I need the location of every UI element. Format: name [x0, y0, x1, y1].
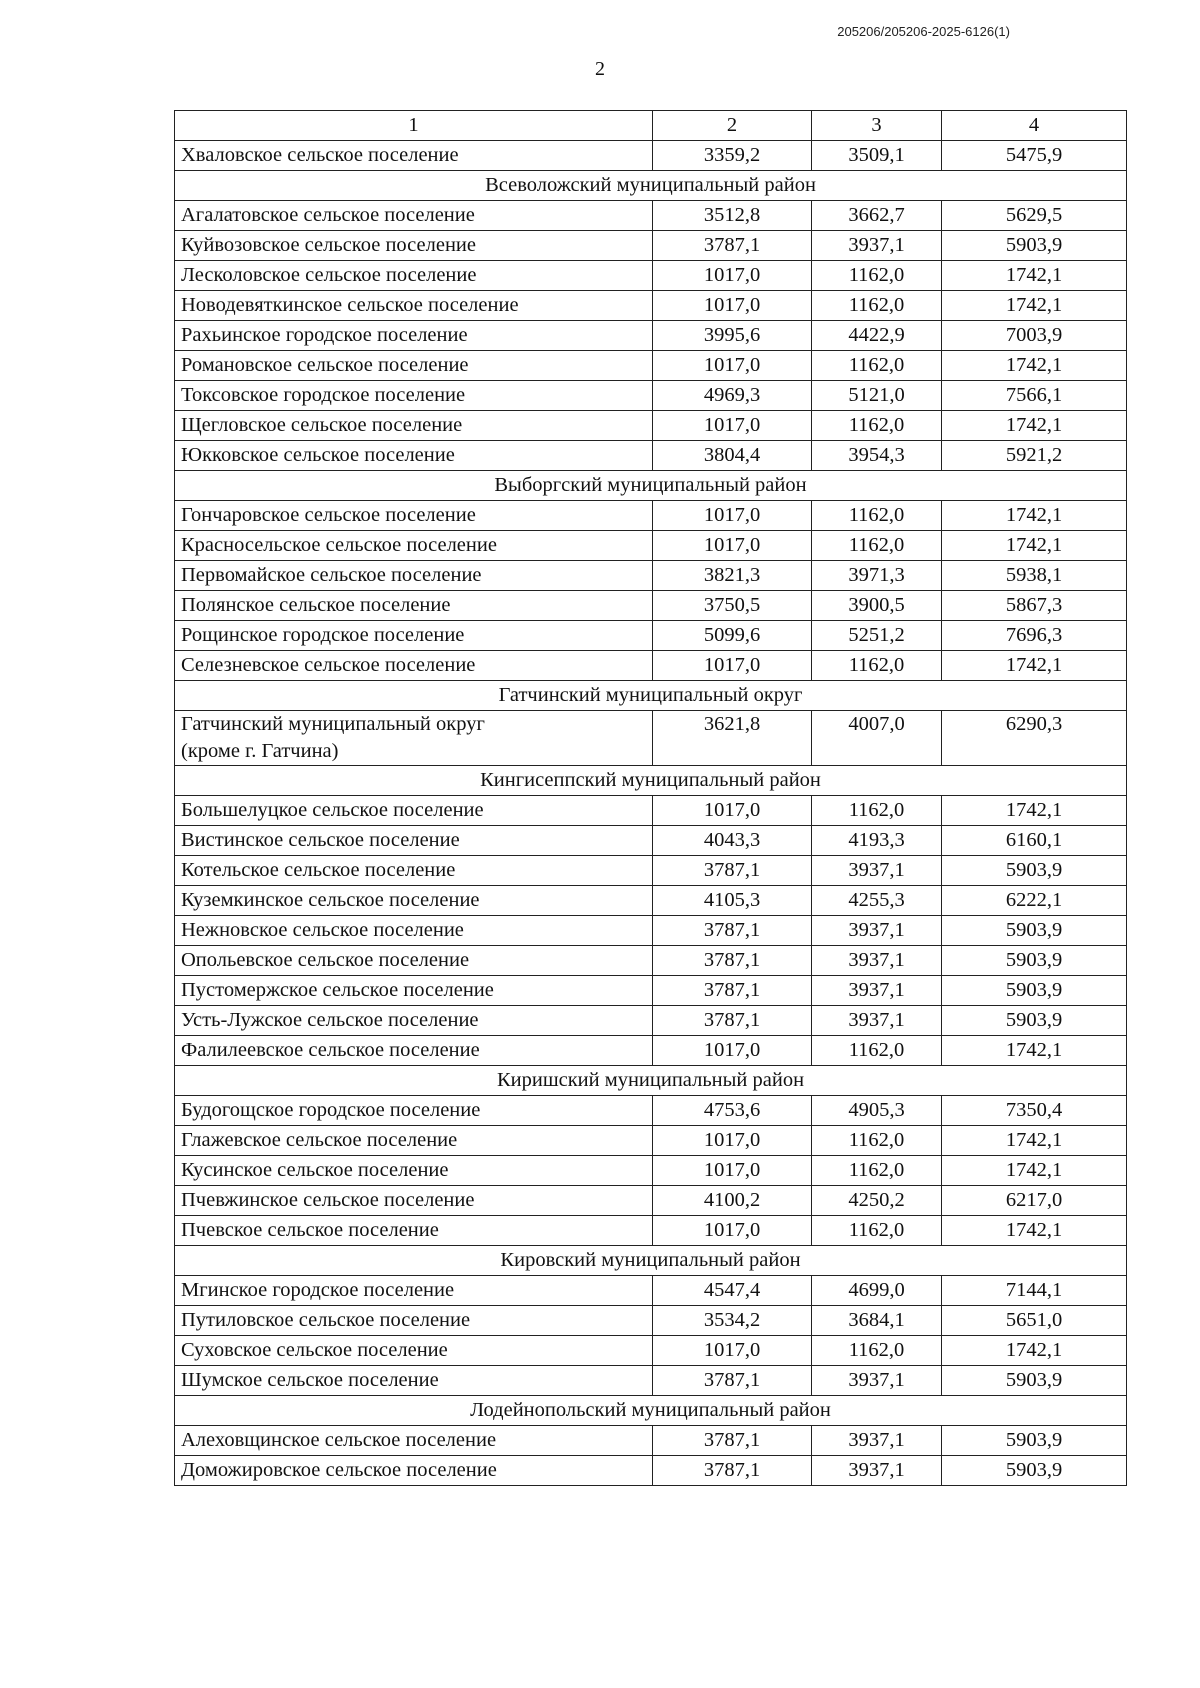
value-cell-c4: 1742,1 [942, 501, 1127, 531]
settlement-name [175, 651, 653, 681]
value-cell-c3: 5251,2 [812, 621, 942, 651]
settlement-name-note: (кроме г. Гатчина) [181, 740, 339, 762]
value-cell-c2: 1017,0 [653, 651, 812, 681]
table-row [175, 141, 1127, 171]
settlement-name-text: Гатчинский муниципальный округ [181, 713, 485, 735]
value-cell-c4: 5475,9 [942, 141, 1127, 171]
group-header-row [175, 1396, 1127, 1426]
value-cell-c3: 3937,1 [812, 1426, 942, 1456]
settlement-name [175, 621, 653, 651]
value-cell-c3: 1162,0 [812, 796, 942, 826]
value-cell-c4: 1742,1 [942, 531, 1127, 561]
table-row [175, 321, 1127, 351]
table-row [175, 411, 1127, 441]
value-cell-c3: 4255,3 [812, 886, 942, 916]
settlement-name [175, 1306, 653, 1336]
settlement-name [175, 1336, 653, 1366]
settlement-name [175, 591, 653, 621]
value-cell-c3: 1162,0 [812, 261, 942, 291]
settlement-name-text: Фалилеевское сельское поселение [181, 1039, 480, 1061]
settlement-name [175, 201, 653, 231]
value-cell-c4: 7144,1 [942, 1276, 1127, 1306]
table-row [175, 1336, 1127, 1366]
value-cell-c4: 7003,9 [942, 321, 1127, 351]
table-row [175, 651, 1127, 681]
value-cell-c3: 4193,3 [812, 826, 942, 856]
settlement-name [175, 531, 653, 561]
value-cell-c2: 3621,8 [653, 711, 812, 766]
settlement-name-text: Романовское сельское поселение [181, 354, 469, 376]
value-cell-c3: 3509,1 [812, 141, 942, 171]
value-cell-c2: 1017,0 [653, 411, 812, 441]
value-cell-c2: 1017,0 [653, 1156, 812, 1186]
settlement-name-text: Шумское сельское поселение [181, 1369, 439, 1391]
value-cell-c3: 1162,0 [812, 1126, 942, 1156]
table-row [175, 441, 1127, 471]
table-row [175, 796, 1127, 826]
settlement-name [175, 1426, 653, 1456]
value-cell-c4: 5921,2 [942, 441, 1127, 471]
table-row [175, 711, 1127, 766]
value-cell-c4: 1742,1 [942, 1216, 1127, 1246]
value-cell-c3: 1162,0 [812, 531, 942, 561]
value-cell-c2: 3512,8 [653, 201, 812, 231]
table-row [175, 1156, 1127, 1186]
settlement-name [175, 1036, 653, 1066]
value-cell-c2: 1017,0 [653, 796, 812, 826]
table-row [175, 1276, 1127, 1306]
table-row [175, 561, 1127, 591]
column-number: 4 [942, 111, 1127, 141]
value-cell-c2: 4043,3 [653, 826, 812, 856]
value-cell-c2: 3359,2 [653, 141, 812, 171]
value-cell-c3: 3937,1 [812, 1006, 942, 1036]
value-cell-c4: 1742,1 [942, 291, 1127, 321]
table-row [175, 1186, 1127, 1216]
value-cell-c2: 1017,0 [653, 501, 812, 531]
settlement-name-text: Агалатовское сельское поселение [181, 204, 475, 226]
value-cell-c4: 5903,9 [942, 1366, 1127, 1396]
table-row [175, 946, 1127, 976]
column-number-row [175, 111, 1127, 141]
table-row [175, 261, 1127, 291]
value-cell-c2: 3787,1 [653, 1456, 812, 1486]
table-row [175, 1216, 1127, 1246]
settlement-name-text: Пустомержское сельское поселение [181, 979, 494, 1001]
value-cell-c4: 6217,0 [942, 1186, 1127, 1216]
group-header-row [175, 171, 1127, 201]
value-cell-c3: 4007,0 [812, 711, 942, 766]
settlement-name-text: Усть-Лужское сельское поселение [181, 1009, 479, 1031]
value-cell-c2: 3787,1 [653, 1426, 812, 1456]
value-cell-c4: 5903,9 [942, 1006, 1127, 1036]
column-number: 1 [175, 111, 653, 141]
group-title: Всеволожский муниципальный район [175, 171, 1127, 201]
value-cell-c3: 1162,0 [812, 1216, 942, 1246]
value-cell-c4: 5903,9 [942, 231, 1127, 261]
value-cell-c4: 6160,1 [942, 826, 1127, 856]
value-cell-c2: 1017,0 [653, 291, 812, 321]
value-cell-c2: 3787,1 [653, 946, 812, 976]
value-cell-c2: 3787,1 [653, 976, 812, 1006]
value-cell-c4: 5903,9 [942, 1456, 1127, 1486]
value-cell-c4: 5903,9 [942, 1426, 1127, 1456]
value-cell-c3: 3937,1 [812, 916, 942, 946]
settlement-name-text: Красносельское сельское поселение [181, 534, 497, 556]
value-cell-c4: 1742,1 [942, 1126, 1127, 1156]
table-row [175, 621, 1127, 651]
value-cell-c3: 3937,1 [812, 946, 942, 976]
settlement-name [175, 561, 653, 591]
value-cell-c2: 3787,1 [653, 1366, 812, 1396]
value-cell-c3: 3937,1 [812, 1456, 942, 1486]
value-cell-c3: 1162,0 [812, 351, 942, 381]
value-cell-c3: 3971,3 [812, 561, 942, 591]
settlement-name [175, 231, 653, 261]
page-number: 2 [595, 58, 605, 80]
group-header-row [175, 1066, 1127, 1096]
column-number: 3 [812, 111, 942, 141]
value-cell-c2: 5099,6 [653, 621, 812, 651]
value-cell-c4: 1742,1 [942, 351, 1127, 381]
group-header-row [175, 1246, 1127, 1276]
value-cell-c2: 3787,1 [653, 1006, 812, 1036]
settlement-name-text: Пчевское сельское поселение [181, 1219, 439, 1241]
value-cell-c4: 5867,3 [942, 591, 1127, 621]
value-cell-c3: 3900,5 [812, 591, 942, 621]
settlement-name-text: Путиловское сельское поселение [181, 1309, 471, 1331]
group-header-row [175, 471, 1127, 501]
value-cell-c4: 1742,1 [942, 261, 1127, 291]
settlement-name-text: Рощинское городское поселение [181, 624, 465, 646]
value-cell-c2: 3750,5 [653, 591, 812, 621]
value-cell-c3: 1162,0 [812, 1036, 942, 1066]
value-cell-c2: 3534,2 [653, 1306, 812, 1336]
settlement-name [175, 1186, 653, 1216]
value-cell-c2: 4753,6 [653, 1096, 812, 1126]
table-row [175, 1096, 1127, 1126]
table-row [175, 1366, 1127, 1396]
table-row [175, 201, 1127, 231]
value-cell-c2: 4969,3 [653, 381, 812, 411]
settlement-name-text: Вистинское сельское поселение [181, 829, 460, 851]
document-id: 205206/205206-2025-6126(1) [837, 24, 1010, 39]
value-cell-c4: 1742,1 [942, 651, 1127, 681]
table-row [175, 351, 1127, 381]
value-cell-c3: 1162,0 [812, 291, 942, 321]
value-cell-c3: 1162,0 [812, 651, 942, 681]
value-cell-c4: 1742,1 [942, 1336, 1127, 1366]
settlement-name-text: Токсовское городское поселение [181, 384, 466, 406]
settlement-name [175, 1456, 653, 1486]
table-row [175, 976, 1127, 1006]
settlement-name [175, 1156, 653, 1186]
value-cell-c2: 1017,0 [653, 1216, 812, 1246]
column-number: 2 [653, 111, 812, 141]
value-cell-c2: 3821,3 [653, 561, 812, 591]
group-title: Кингисеппский муниципальный район [175, 766, 1127, 796]
table-row [175, 231, 1127, 261]
settlement-name-text: Лесколовское сельское поселение [181, 264, 477, 286]
value-cell-c4: 1742,1 [942, 796, 1127, 826]
settlement-name-text: Куйвозовское сельское поселение [181, 234, 476, 256]
settlement-name-text: Щегловское сельское поселение [181, 414, 463, 436]
table-row [175, 1126, 1127, 1156]
value-cell-c2: 1017,0 [653, 531, 812, 561]
group-title: Киришский муниципальный район [175, 1066, 1127, 1096]
value-cell-c4: 6290,3 [942, 711, 1127, 766]
settlement-name [175, 796, 653, 826]
settlement-name [175, 1216, 653, 1246]
settlement-name [175, 261, 653, 291]
settlement-name [175, 916, 653, 946]
settlement-name-text: Нежновское сельское поселение [181, 919, 464, 941]
settlement-name [175, 826, 653, 856]
value-cell-c3: 3937,1 [812, 976, 942, 1006]
settlement-name [175, 1126, 653, 1156]
settlement-name [175, 1096, 653, 1126]
settlement-name-text: Пчевжинское сельское поселение [181, 1189, 475, 1211]
settlement-name [175, 411, 653, 441]
value-cell-c4: 5903,9 [942, 946, 1127, 976]
settlement-name-text: Куземкинское сельское поселение [181, 889, 480, 911]
value-cell-c4: 5903,9 [942, 856, 1127, 886]
value-cell-c4: 7696,3 [942, 621, 1127, 651]
value-cell-c3: 1162,0 [812, 1336, 942, 1366]
value-cell-c4: 7350,4 [942, 1096, 1127, 1126]
table-row [175, 531, 1127, 561]
value-cell-c3: 4905,3 [812, 1096, 942, 1126]
value-cell-c2: 3787,1 [653, 231, 812, 261]
value-cell-c3: 1162,0 [812, 411, 942, 441]
settlement-name-text: Большелуцкое сельское поселение [181, 799, 484, 821]
table-row [175, 856, 1127, 886]
value-cell-c3: 3954,3 [812, 441, 942, 471]
settlement-name [175, 856, 653, 886]
settlement-name [175, 1366, 653, 1396]
table-row [175, 1036, 1127, 1066]
group-title: Лодейнопольский муниципальный район [175, 1396, 1127, 1426]
settlement-name-text: Алеховщинское сельское поселение [181, 1429, 497, 1451]
value-cell-c2: 1017,0 [653, 1336, 812, 1366]
value-cell-c3: 5121,0 [812, 381, 942, 411]
settlement-name-text: Рахьинское городское поселение [181, 324, 468, 346]
value-cell-c3: 3937,1 [812, 1366, 942, 1396]
data-table [174, 110, 1127, 1486]
settlement-name-text: Будогощское городское поселение [181, 1099, 481, 1121]
value-cell-c4: 1742,1 [942, 1156, 1127, 1186]
settlement-name [175, 291, 653, 321]
settlement-name [175, 141, 653, 171]
value-cell-c4: 1742,1 [942, 1036, 1127, 1066]
value-cell-c2: 1017,0 [653, 1126, 812, 1156]
value-cell-c2: 1017,0 [653, 261, 812, 291]
value-cell-c4: 1742,1 [942, 411, 1127, 441]
settlement-name [175, 441, 653, 471]
value-cell-c4: 5903,9 [942, 976, 1127, 1006]
settlement-name-text: Новодевяткинское сельское поселение [181, 294, 519, 316]
value-cell-c2: 1017,0 [653, 351, 812, 381]
table-row [175, 1456, 1127, 1486]
value-cell-c4: 5938,1 [942, 561, 1127, 591]
table-row [175, 291, 1127, 321]
settlement-name-text: Котельское сельское поселение [181, 859, 456, 881]
settlement-name-text: Первомайское сельское поселение [181, 564, 482, 586]
value-cell-c3: 4250,2 [812, 1186, 942, 1216]
value-cell-c4: 7566,1 [942, 381, 1127, 411]
settlement-name-text: Суховское сельское поселение [181, 1339, 448, 1361]
table-body [175, 111, 1127, 1486]
settlement-name [175, 976, 653, 1006]
value-cell-c2: 3995,6 [653, 321, 812, 351]
group-title: Гатчинский муниципальный округ [175, 681, 1127, 711]
value-cell-c3: 3684,1 [812, 1306, 942, 1336]
settlement-name-text: Селезневское сельское поселение [181, 654, 476, 676]
table-row [175, 886, 1127, 916]
group-title: Выборгский муниципальный район [175, 471, 1127, 501]
value-cell-c3: 3937,1 [812, 231, 942, 261]
value-cell-c3: 1162,0 [812, 1156, 942, 1186]
table-row [175, 826, 1127, 856]
settlement-name [175, 946, 653, 976]
value-cell-c2: 3804,4 [653, 441, 812, 471]
settlement-name [175, 711, 653, 766]
settlement-name [175, 886, 653, 916]
value-cell-c4: 6222,1 [942, 886, 1127, 916]
value-cell-c2: 4105,3 [653, 886, 812, 916]
value-cell-c3: 3662,7 [812, 201, 942, 231]
value-cell-c4: 5651,0 [942, 1306, 1127, 1336]
settlement-name-text: Доможировское сельское поселение [181, 1459, 497, 1481]
value-cell-c4: 5903,9 [942, 916, 1127, 946]
value-cell-c3: 4422,9 [812, 321, 942, 351]
value-cell-c2: 3787,1 [653, 916, 812, 946]
value-cell-c2: 4100,2 [653, 1186, 812, 1216]
table-row [175, 1006, 1127, 1036]
settlement-name-text: Юкковское сельское поселение [181, 444, 455, 466]
value-cell-c3: 3937,1 [812, 856, 942, 886]
settlement-name-text: Хваловское сельское поселение [181, 144, 459, 166]
settlement-name-text: Кусинское сельское поселение [181, 1159, 449, 1181]
table-row [175, 501, 1127, 531]
group-header-row [175, 766, 1127, 796]
value-cell-c2: 3787,1 [653, 856, 812, 886]
settlement-name [175, 1006, 653, 1036]
settlement-name [175, 501, 653, 531]
table-row [175, 381, 1127, 411]
table-row [175, 916, 1127, 946]
value-cell-c4: 5629,5 [942, 201, 1127, 231]
value-cell-c2: 4547,4 [653, 1276, 812, 1306]
settlement-name-text: Гончаровское сельское поселение [181, 504, 476, 526]
table-row [175, 591, 1127, 621]
table-row [175, 1426, 1127, 1456]
settlement-name [175, 351, 653, 381]
settlement-name-text: Мгинское городское поселение [181, 1279, 455, 1301]
settlement-name [175, 1276, 653, 1306]
settlement-name [175, 321, 653, 351]
value-cell-c2: 1017,0 [653, 1036, 812, 1066]
settlement-name-text: Глажевское сельское поселение [181, 1129, 458, 1151]
settlement-name-text: Опольевское сельское поселение [181, 949, 470, 971]
group-header-row [175, 681, 1127, 711]
settlement-name-text: Полянское сельское поселение [181, 594, 451, 616]
settlement-name [175, 381, 653, 411]
group-title: Кировский муниципальный район [175, 1246, 1127, 1276]
value-cell-c3: 4699,0 [812, 1276, 942, 1306]
table-row [175, 1306, 1127, 1336]
value-cell-c3: 1162,0 [812, 501, 942, 531]
